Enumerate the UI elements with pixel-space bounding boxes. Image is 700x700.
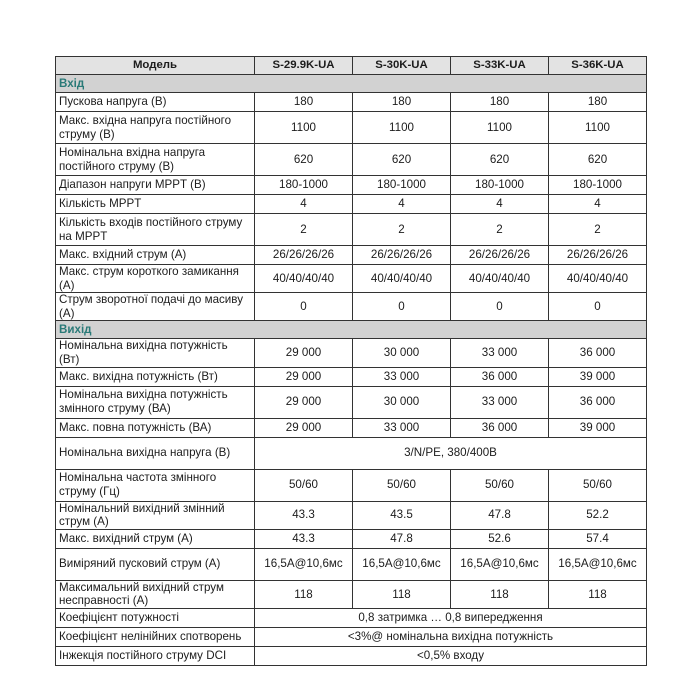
model-name: S-33K-UA: [451, 57, 549, 75]
row-value: 620: [549, 144, 647, 176]
row-value: 620: [255, 144, 353, 176]
row-value: 52.6: [451, 529, 549, 548]
table-row: [56, 548, 647, 580]
row-label: Номінальний вихідний змінний струм (А): [56, 501, 255, 529]
table-row: [56, 214, 647, 246]
table-row: [56, 386, 647, 418]
row-value: 47.8: [451, 501, 549, 529]
table-row: [56, 501, 647, 529]
row-value: 16,5А@10,6мс: [255, 548, 353, 580]
row-value: 180-1000: [451, 176, 549, 195]
row-value: 0: [255, 293, 353, 321]
row-value: 26/26/26/26: [451, 246, 549, 265]
table-row: [56, 246, 647, 265]
row-label: Струм зворотної подачі до масиву (А): [56, 293, 255, 321]
row-value: 40/40/40/40: [451, 265, 549, 293]
table-row: [56, 437, 647, 469]
row-label: Номінальна вхідна напруга постійного струму (В): [56, 144, 255, 176]
row-value: 26/26/26/26: [255, 246, 353, 265]
table-row: [56, 265, 647, 293]
table-row: [56, 608, 647, 627]
row-value: 4: [549, 195, 647, 214]
row-label: Номінальна вихідна напруга (В): [56, 437, 255, 469]
row-value: 30 000: [353, 386, 451, 418]
row-value: 43.5: [353, 501, 451, 529]
row-value: 39 000: [549, 367, 647, 386]
row-value: 180-1000: [255, 176, 353, 195]
row-value: 30 000: [353, 339, 451, 367]
row-label: Макс. вхідний струм (А): [56, 246, 255, 265]
row-value: 43.3: [255, 501, 353, 529]
row-value: 0: [549, 293, 647, 321]
row-value: 50/60: [549, 469, 647, 501]
row-value: 50/60: [255, 469, 353, 501]
row-label: Діапазон напруги MPPT (В): [56, 176, 255, 195]
row-value: 36 000: [451, 367, 549, 386]
row-value: 36 000: [451, 418, 549, 437]
row-value: 118: [451, 580, 549, 608]
row-value-merged: 0,8 затримка … 0,8 випередження: [255, 608, 647, 627]
row-value: 16,5А@10,6мс: [549, 548, 647, 580]
row-label: Кількість MPPT: [56, 195, 255, 214]
row-label: Номінальна вихідна потужність (Вт): [56, 339, 255, 367]
spec-sheet: [55, 56, 647, 666]
model-name: S-30K-UA: [353, 57, 451, 75]
row-value: 29 000: [255, 418, 353, 437]
table-row: [56, 112, 647, 144]
table-row: [56, 339, 647, 367]
row-value: 2: [353, 214, 451, 246]
row-value: 2: [549, 214, 647, 246]
row-value: 0: [353, 293, 451, 321]
table-row: [56, 293, 647, 321]
row-value: 39 000: [549, 418, 647, 437]
row-label: Макс. повна потужність (ВА): [56, 418, 255, 437]
row-value: 16,5А@10,6мс: [353, 548, 451, 580]
row-value: 40/40/40/40: [255, 265, 353, 293]
row-value: 40/40/40/40: [353, 265, 451, 293]
row-value: 0: [451, 293, 549, 321]
row-value: 26/26/26/26: [353, 246, 451, 265]
row-value-merged: <0,5% входу: [255, 646, 647, 665]
row-label: Кількість входів постійного струму на MPPT: [56, 214, 255, 246]
row-value: 1100: [451, 112, 549, 144]
row-label: Пускова напруга (В): [56, 93, 255, 112]
row-label: Макс. вихідна потужність (Вт): [56, 367, 255, 386]
row-value: 180: [549, 93, 647, 112]
row-value: 36 000: [549, 386, 647, 418]
row-value: 40/40/40/40: [549, 265, 647, 293]
row-value: 4: [255, 195, 353, 214]
row-value: 180-1000: [549, 176, 647, 195]
row-value: 1100: [353, 112, 451, 144]
table-row: [56, 367, 647, 386]
row-value: 620: [451, 144, 549, 176]
row-label: Коефіцієнт нелінійних спотворень: [56, 627, 255, 646]
row-value: 29 000: [255, 386, 353, 418]
row-label: Максимальний вихідний струм несправності (А): [56, 580, 255, 608]
section-title: Вихід: [56, 321, 647, 339]
row-value: 33 000: [451, 339, 549, 367]
row-label: Виміряний пусковий струм (А): [56, 548, 255, 580]
table-row: [56, 580, 647, 608]
row-value: 118: [549, 580, 647, 608]
row-label: Коефіцієнт потужності: [56, 608, 255, 627]
table-row: [56, 93, 647, 112]
row-value-merged: <3%@ номінальна вихідна потужність: [255, 627, 647, 646]
row-value: 1100: [255, 112, 353, 144]
table-row: [56, 176, 647, 195]
spec-body: [56, 75, 647, 666]
row-value: 118: [255, 580, 353, 608]
spec-table: [55, 56, 647, 666]
row-value: 50/60: [451, 469, 549, 501]
row-value: 4: [353, 195, 451, 214]
row-label: Номінальна частота змінного струму (Гц): [56, 469, 255, 501]
row-value: 118: [353, 580, 451, 608]
row-value: 180-1000: [353, 176, 451, 195]
row-value: 180: [353, 93, 451, 112]
table-row: [56, 418, 647, 437]
row-label: Макс. струм короткого замикання (А): [56, 265, 255, 293]
row-value: 620: [353, 144, 451, 176]
model-header: Модель: [56, 57, 255, 75]
row-value: 50/60: [353, 469, 451, 501]
row-label: Макс. вхідна напруга постійного струму (В): [56, 112, 255, 144]
table-row: [56, 529, 647, 548]
header-row: [56, 57, 647, 75]
model-name: S-36K-UA: [549, 57, 647, 75]
row-label: Номінальна вихідна потужність змінного струму (ВА): [56, 386, 255, 418]
row-value: 180: [255, 93, 353, 112]
row-value: 180: [451, 93, 549, 112]
section-title: Вхід: [56, 75, 647, 93]
table-row: [56, 627, 647, 646]
row-label: Макс. вихідний струм (А): [56, 529, 255, 548]
row-value: 33 000: [353, 367, 451, 386]
table-row: [56, 469, 647, 501]
row-value: 29 000: [255, 339, 353, 367]
row-value: 52.2: [549, 501, 647, 529]
row-value: 2: [451, 214, 549, 246]
row-value: 43.3: [255, 529, 353, 548]
row-value: 57.4: [549, 529, 647, 548]
table-row: [56, 195, 647, 214]
section-row: [56, 321, 647, 339]
table-row: [56, 144, 647, 176]
row-value: 4: [451, 195, 549, 214]
row-value: 47.8: [353, 529, 451, 548]
row-label: Інжекція постійного струму DCI: [56, 646, 255, 665]
section-row: [56, 75, 647, 93]
row-value: 36 000: [549, 339, 647, 367]
table-row: [56, 646, 647, 665]
row-value-merged: 3/N/PE, 380/400В: [255, 437, 647, 469]
row-value: 16,5А@10,6мс: [451, 548, 549, 580]
model-name: S-29.9K-UA: [255, 57, 353, 75]
row-value: 2: [255, 214, 353, 246]
row-value: 29 000: [255, 367, 353, 386]
row-value: 33 000: [451, 386, 549, 418]
row-value: 1100: [549, 112, 647, 144]
row-value: 26/26/26/26: [549, 246, 647, 265]
row-value: 33 000: [353, 418, 451, 437]
